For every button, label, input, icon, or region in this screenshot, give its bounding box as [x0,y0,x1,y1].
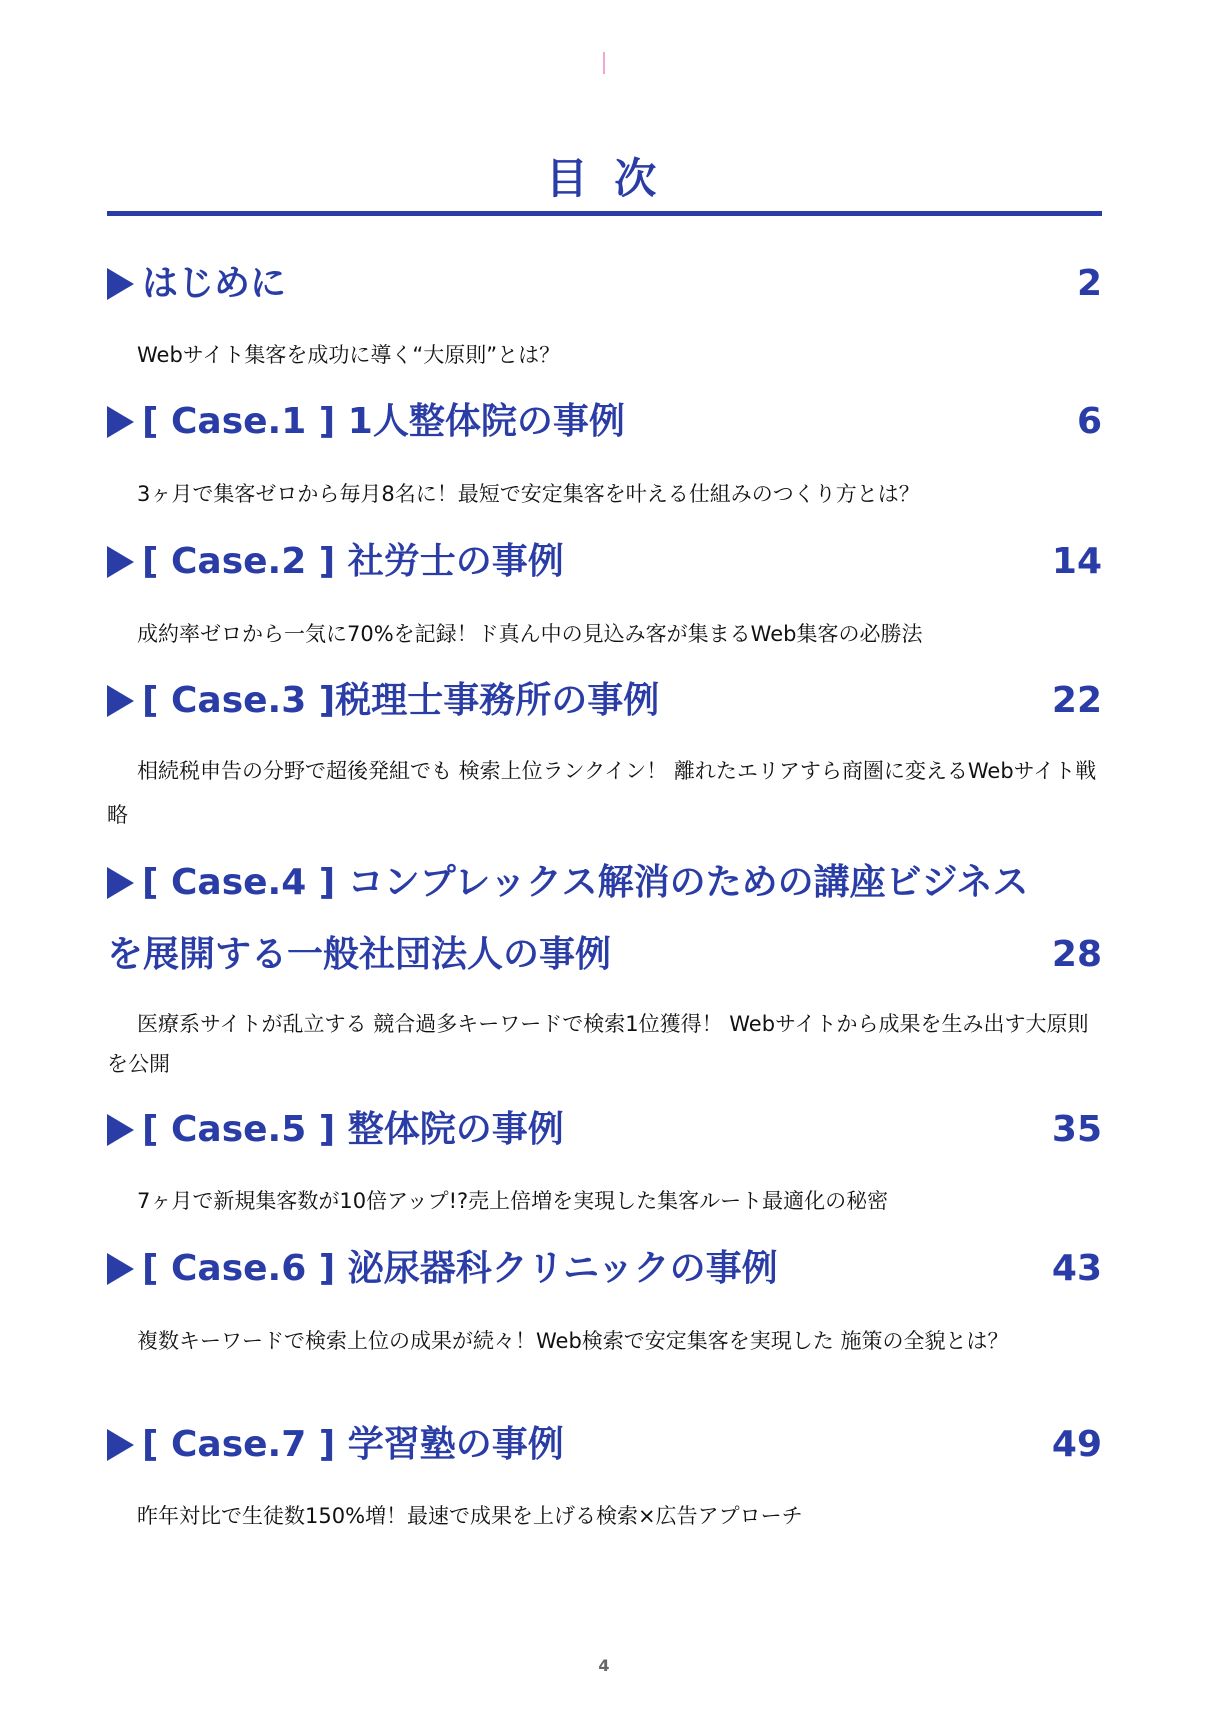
entry-heading-text: はじめに [142,263,287,304]
toc-entry-heading[interactable] [107,1422,1102,1468]
title-underline [107,211,1102,216]
toc-title: 目 次 [545,154,663,203]
entry-page-number: 6 [1076,401,1102,442]
entry-description: 7ヶ月で新規集客数が10倍アップ!?売上倍増を実現した集客ルート最適化の秘密 [137,1189,889,1213]
entry-page-number: 49 [1051,1424,1102,1465]
entry-description: 複数キーワードで検索上位の成果が続々！Web検索で安定集客を実現した 施策の全貌とは？ [137,1329,1009,1353]
entry-page-number: 14 [1051,541,1102,582]
footer-page-number: 4 [598,1656,610,1675]
entry-description: 相続税申告の分野で超後発組でも 検索上位ランクイン！ 離れたエリアすら商圏に変えるWebサイト戦略 [107,759,1097,827]
entry-description: 医療系サイトが乱立する 競合過多キーワードで検索1位獲得！ Webサイトから成果を生み出す大原則を公開 [107,1012,1089,1076]
entry-heading-text: [ Case.1 ] 1人整体院の事例 [142,401,625,442]
triangle-right-icon [107,1114,134,1146]
entry-description: Webサイト集客を成功に導く“大原則”とは？ [137,343,561,367]
entry-heading-text-line2: を展開する一般社団法人の事例 [107,934,612,975]
toc-entry-heading-continued[interactable] [107,932,1102,978]
entry-description: 3ヶ月で集客ゼロから毎月8名に！最短で安定集客を叶える仕組みのつくり方とは？ [137,482,920,506]
entry-heading-text: [ Case.6 ] 泌尿器科クリニックの事例 [142,1248,778,1289]
triangle-right-icon [107,867,134,899]
triangle-right-icon [107,406,134,438]
entry-description: 成約率ゼロから一気に70%を記録！ド真ん中の見込み客が集まるWeb集客の必勝法 [137,622,923,646]
entry-page-number: 35 [1051,1109,1102,1150]
triangle-right-icon [107,1429,134,1461]
toc-entry-heading[interactable] [107,261,1102,307]
entry-page-number: 2 [1076,263,1102,304]
toc-entry-heading[interactable] [107,678,1102,724]
entry-page-number: 43 [1051,1248,1102,1289]
entry-page-number: 22 [1051,680,1102,721]
entry-heading-text: [ Case.3 ]税理士事務所の事例 [142,680,660,721]
triangle-right-icon [107,1253,134,1285]
entry-heading-text: [ Case.2 ] 社労士の事例 [142,541,564,582]
entry-heading-text: [ Case.7 ] 学習塾の事例 [142,1424,564,1465]
entry-page-number: 28 [1051,934,1102,975]
toc-entry-heading[interactable] [107,1246,1102,1292]
triangle-right-icon [107,268,134,300]
triangle-right-icon [107,685,134,717]
toc-entry-heading[interactable] [107,539,1102,585]
toc-entry-heading[interactable] [107,860,1102,906]
triangle-right-icon [107,546,134,578]
top-decorative-mark [603,52,605,74]
entry-description: 昨年対比で生徒数150%増！最速で成果を上げる検索×広告アプローチ [137,1504,803,1528]
entry-heading-text: [ Case.4 ] コンプレックス解消のための講座ビジネス [142,862,1029,903]
entry-heading-text: [ Case.5 ] 整体院の事例 [142,1109,564,1150]
toc-entry-heading[interactable] [107,399,1102,445]
toc-entry-heading[interactable] [107,1107,1102,1153]
